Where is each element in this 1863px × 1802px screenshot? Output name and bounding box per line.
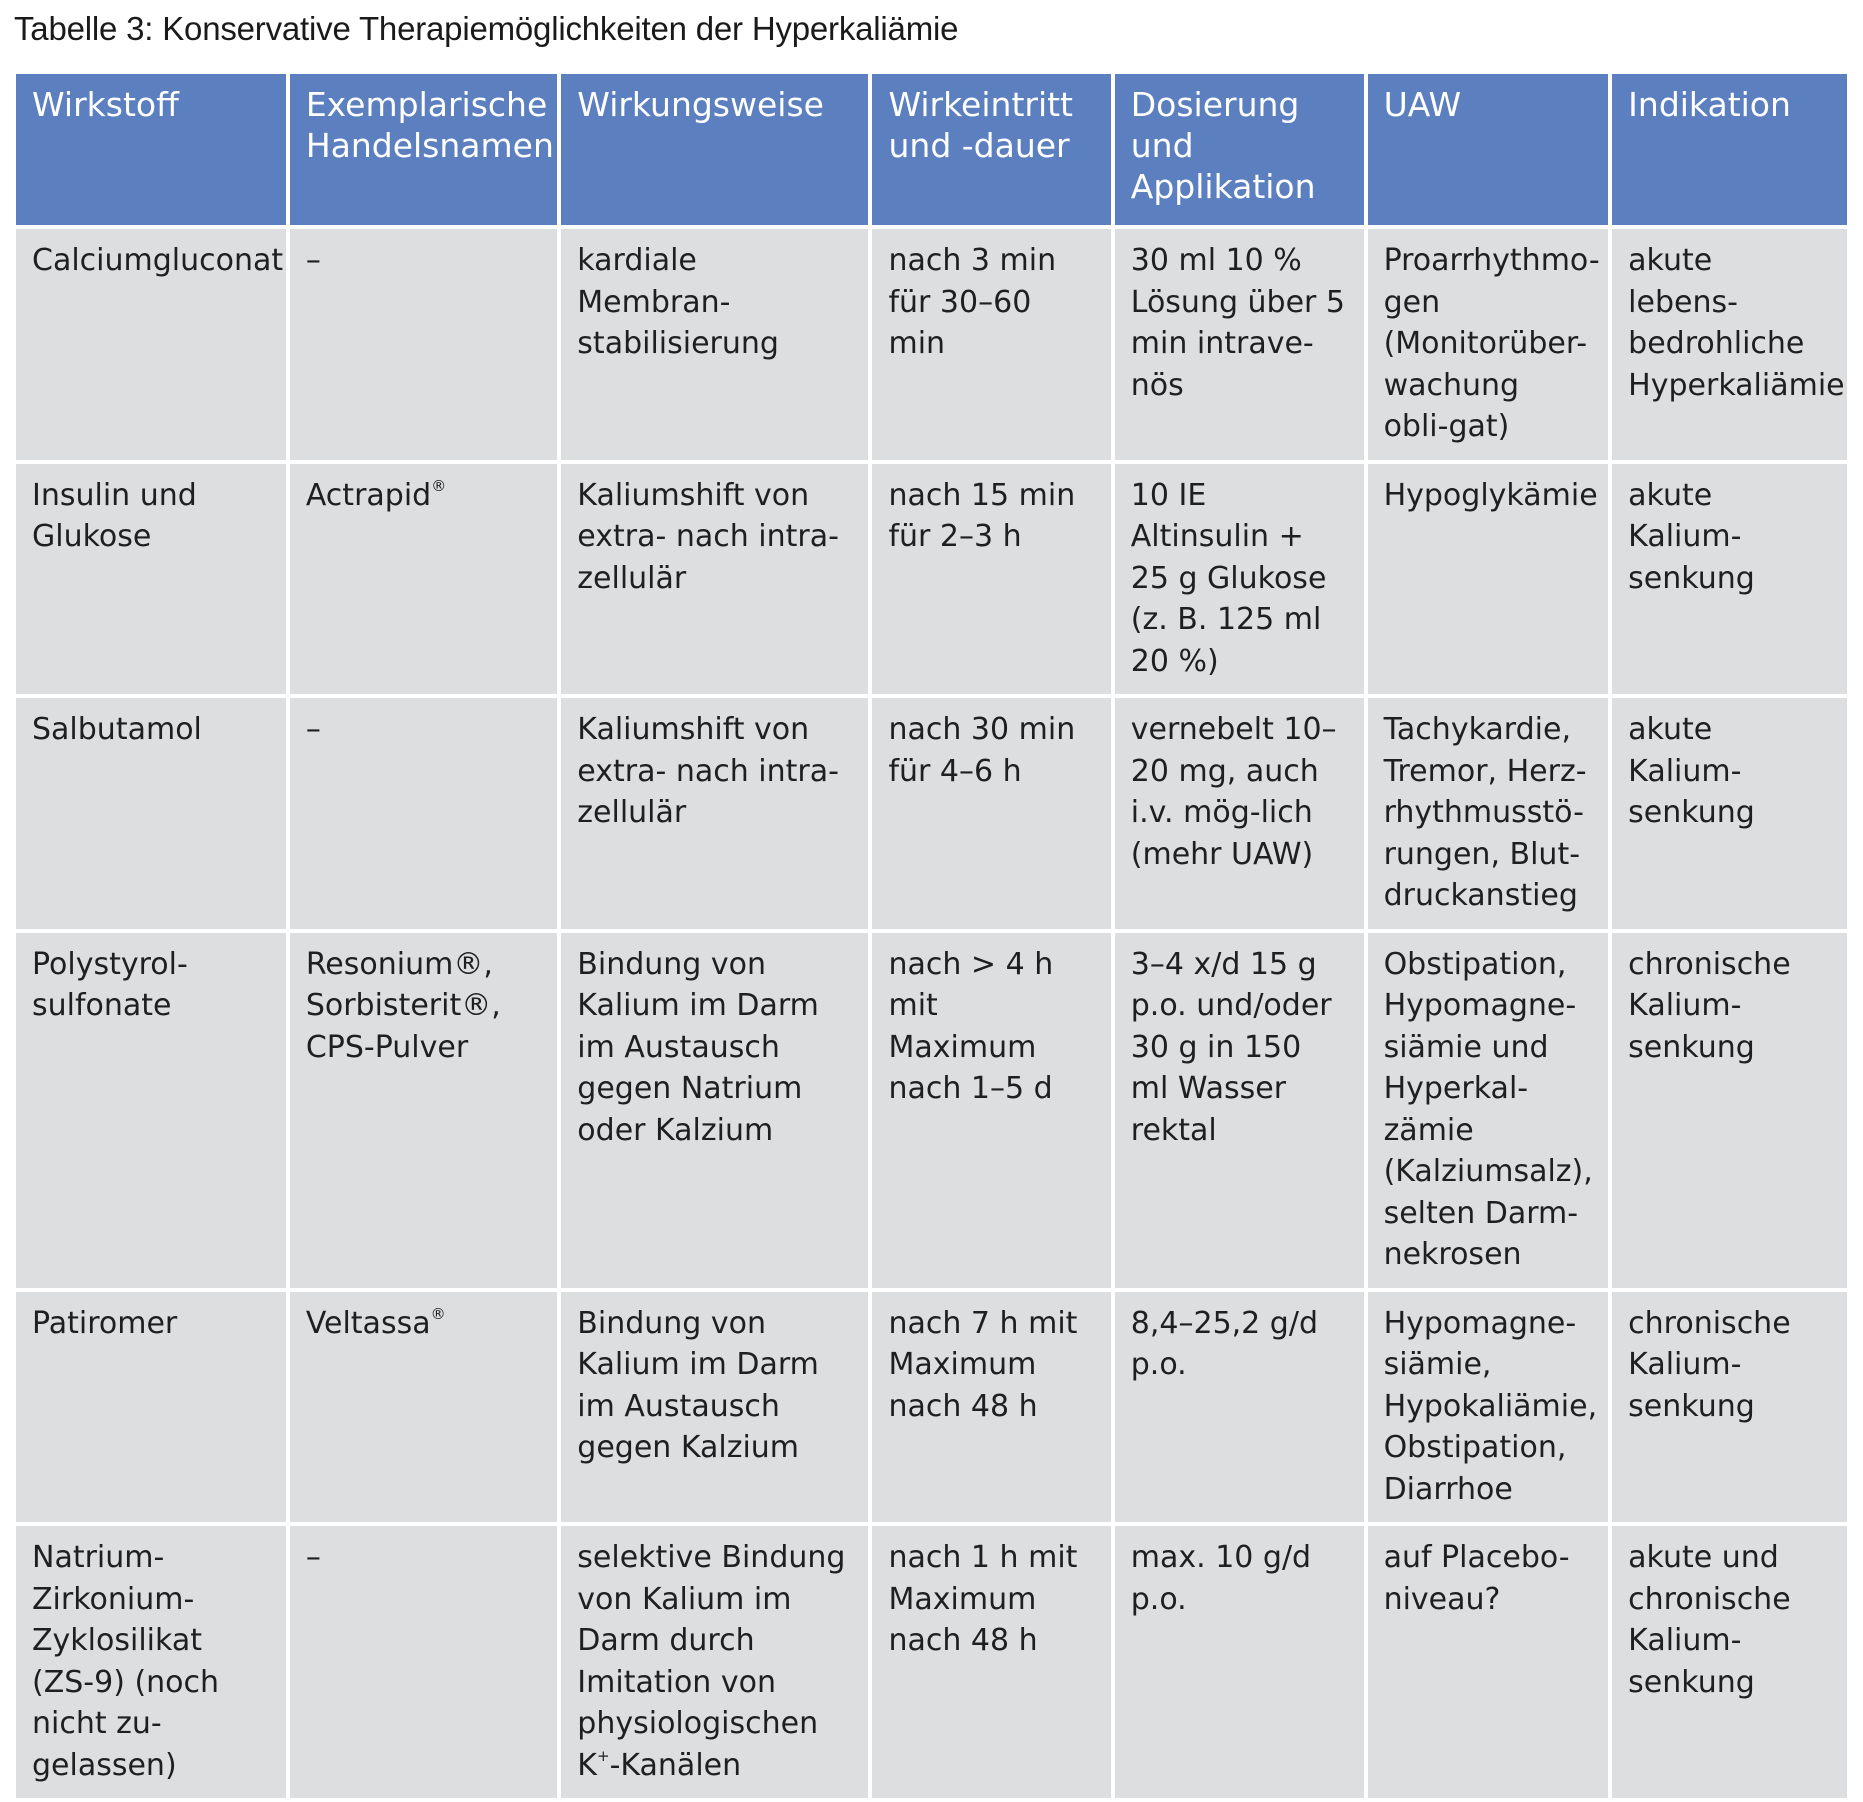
cell-handelsnamen: Resonium®, Sorbisterit®, CPS-Pulver — [290, 933, 557, 1288]
cell-dosierung: max. 10 g/d p.o. — [1115, 1526, 1364, 1798]
header-indikation: Indikation — [1612, 74, 1847, 225]
therapy-table — [12, 70, 1851, 1802]
cell-dosierung: 30 ml 10 % Lösung über 5 min intrave-nös — [1115, 229, 1364, 460]
trade-name: Actrapid — [305, 477, 432, 513]
trade-name: Veltassa — [305, 1305, 431, 1341]
plus-superscript: + — [596, 1746, 610, 1765]
cell-uaw: auf Placebo-niveau? — [1368, 1526, 1609, 1798]
cell-uaw: Hypomagne-siämie, Hypokaliämie, Obstipation, Diarrhoe — [1368, 1292, 1609, 1523]
cell-wirkstoff: Natrium-Zirkonium-Zyklosilikat (ZS-9) (noch nicht zu-gelassen) — [16, 1526, 286, 1798]
cell-dosierung: vernebelt 10–20 mg, auch i.v. mög-lich (mehr UAW) — [1115, 698, 1364, 929]
mechanism-text: selektive Bindung von Kalium im Darm durch Imitation von physiologischen K — [577, 1540, 846, 1783]
cell-uaw: Tachykardie, Tremor, Herz-rhythmusstö-rungen, Blut-druckanstieg — [1368, 698, 1609, 929]
cell-wirkstoff: Calciumgluconat — [16, 229, 286, 460]
header-handelsnamen: Exemplarische Handelsnamen — [290, 74, 557, 225]
cell-handelsnamen: – — [290, 229, 557, 460]
cell-wirkungsweise: Bindung von Kalium im Darm im Austausch gegen Natrium oder Kalzium — [561, 933, 868, 1288]
cell-wirkstoff: Insulin und Glukose — [16, 464, 286, 695]
cell-dosierung: 10 IE Altinsulin + 25 g Glukose (z. B. 125 ml 20 %) — [1115, 464, 1364, 695]
cell-wirkungsweise: kardiale Membran-stabilisierung — [561, 229, 868, 460]
cell-wirkeintritt: nach 7 h mit Maximum nach 48 h — [872, 1292, 1110, 1523]
cell-indikation: chronische Kalium-senkung — [1612, 933, 1847, 1288]
table-row — [16, 1292, 1847, 1523]
cell-handelsnamen — [290, 464, 557, 695]
cell-wirkeintritt: nach 30 min für 4–6 h — [872, 698, 1110, 929]
cell-wirkeintritt: nach 3 min für 30–60 min — [872, 229, 1110, 460]
header-row — [16, 74, 1847, 225]
cell-indikation: chronische Kalium-senkung — [1612, 1292, 1847, 1523]
table-row — [16, 229, 1847, 460]
cell-dosierung: 8,4–25,2 g/d p.o. — [1115, 1292, 1364, 1523]
header-wirkeintritt: Wirkeintritt und -dauer — [872, 74, 1110, 225]
cell-wirkeintritt: nach > 4 h mit Maximum nach 1–5 d — [872, 933, 1110, 1288]
cell-handelsnamen: – — [290, 698, 557, 929]
cell-uaw: Proarrhythmo-gen (Monitorüber-wachung obli-gat) — [1368, 229, 1609, 460]
registered-mark: ® — [430, 1304, 446, 1323]
header-uaw: UAW — [1368, 74, 1609, 225]
cell-handelsnamen: – — [290, 1526, 557, 1798]
cell-indikation: akute und chronische Kalium-senkung — [1612, 1526, 1847, 1798]
cell-wirkungsweise: Kaliumshift von extra- nach intra-zellulär — [561, 464, 868, 695]
cell-wirkungsweise: Kaliumshift von extra- nach intra-zellulär — [561, 698, 868, 929]
table-caption: Tabelle 3: Konservative Therapiemöglichkeiten der Hyperkaliämie — [14, 10, 959, 47]
header-wirkungsweise: Wirkungsweise — [561, 74, 868, 225]
cell-wirkstoff: Patiromer — [16, 1292, 286, 1523]
cell-uaw: Obstipation, Hypomagne-siämie und Hyperkal-zämie (Kalziumsalz), selten Darm-nekrosen — [1368, 933, 1609, 1288]
cell-indikation: akute lebens-bedrohliche Hyperkaliämie — [1612, 229, 1847, 460]
cell-wirkstoff: Salbutamol — [16, 698, 286, 929]
registered-mark: ® — [431, 476, 447, 495]
cell-dosierung: 3–4 x/d 15 g p.o. und/oder 30 g in 150 ml Wasser rektal — [1115, 933, 1364, 1288]
cell-indikation: akute Kalium-senkung — [1612, 698, 1847, 929]
table-row — [16, 464, 1847, 695]
header-dosierung: Dosierung und Applikation — [1115, 74, 1364, 225]
table-row — [16, 1526, 1847, 1798]
table-row — [16, 698, 1847, 929]
cell-uaw: Hypoglykämie — [1368, 464, 1609, 695]
header-wirkstoff: Wirkstoff — [16, 74, 286, 225]
cell-handelsnamen — [290, 1292, 557, 1523]
table-row — [16, 933, 1847, 1288]
cell-wirkstoff: Polystyrol-sulfonate — [16, 933, 286, 1288]
cell-wirkeintritt: nach 15 min für 2–3 h — [872, 464, 1110, 695]
cell-wirkungsweise — [561, 1526, 868, 1798]
cell-indikation: akute Kalium-senkung — [1612, 464, 1847, 695]
cell-wirkungsweise: Bindung von Kalium im Darm im Austausch gegen Kalzium — [561, 1292, 868, 1523]
cell-wirkeintritt: nach 1 h mit Maximum nach 48 h — [872, 1526, 1110, 1798]
mechanism-text-tail: -Kanälen — [609, 1747, 742, 1783]
